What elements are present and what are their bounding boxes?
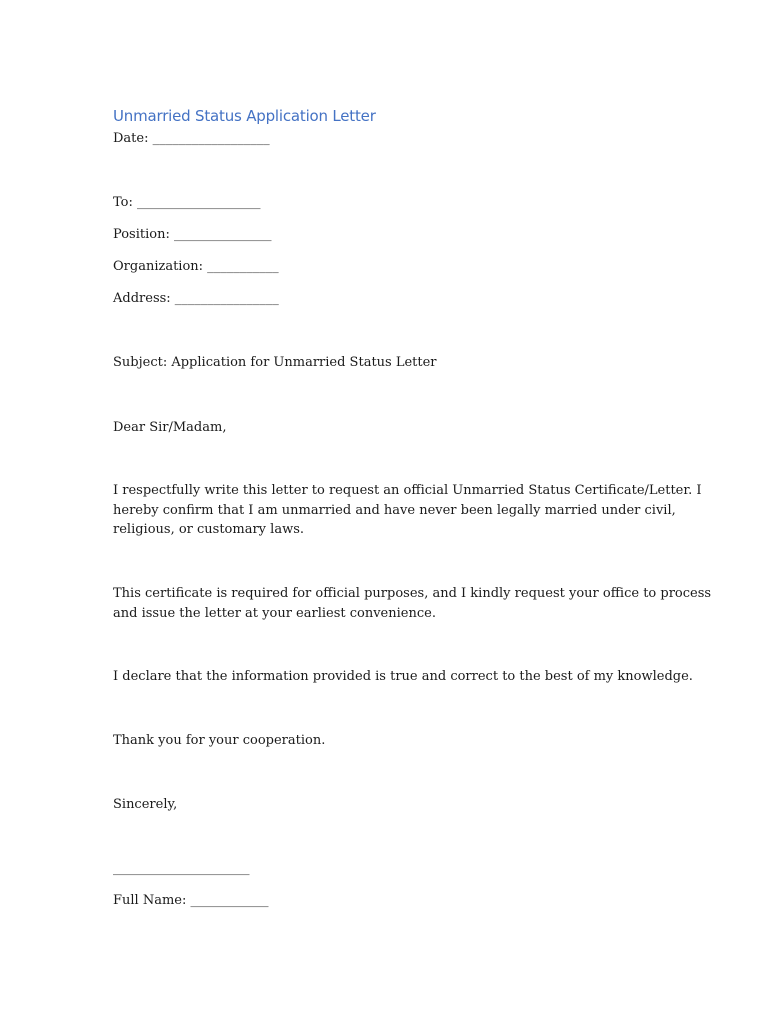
salutation: Dear Sir/Madam, <box>113 420 227 435</box>
paragraph-2-line: and issue the letter at your earliest convenience. <box>113 605 436 621</box>
subject-line: Subject: Application for Unmarried Status Letter <box>113 355 437 370</box>
organization-field-line: Organization: ___________ <box>113 259 279 274</box>
position-field-line: Position: _______________ <box>113 227 272 242</box>
paragraph-1-line: I respectfully write this letter to request an official Unmarried Status Certificate/Letter. I <box>113 483 702 498</box>
address-field-line: Address: ________________ <box>113 291 279 306</box>
body-paragraph-3: I declare that the information provided is true and correct to the best of my knowledge. <box>113 669 693 684</box>
body-paragraph-2 <box>113 584 712 623</box>
letter-title: Unmarried Status Application Letter <box>113 107 376 125</box>
to-field-line: To: ___________________ <box>113 195 261 210</box>
closing: Sincerely, <box>113 797 178 812</box>
paragraph-2-line: This certificate is required for official purposes, and I kindly request your office to process <box>113 586 712 601</box>
signature-line: _____________________ <box>113 861 250 876</box>
paragraph-1-line: religious, or customary laws. <box>113 522 304 537</box>
date-field-line: Date: __________________ <box>113 131 270 146</box>
body-paragraph-4: Thank you for your cooperation. <box>113 733 326 748</box>
body-paragraph-1 <box>113 481 702 540</box>
full-name-field-line: Full Name: ____________ <box>113 893 269 908</box>
paragraph-1-line: hereby confirm that I am unmarried and have never been legally married under civil, <box>113 502 676 518</box>
